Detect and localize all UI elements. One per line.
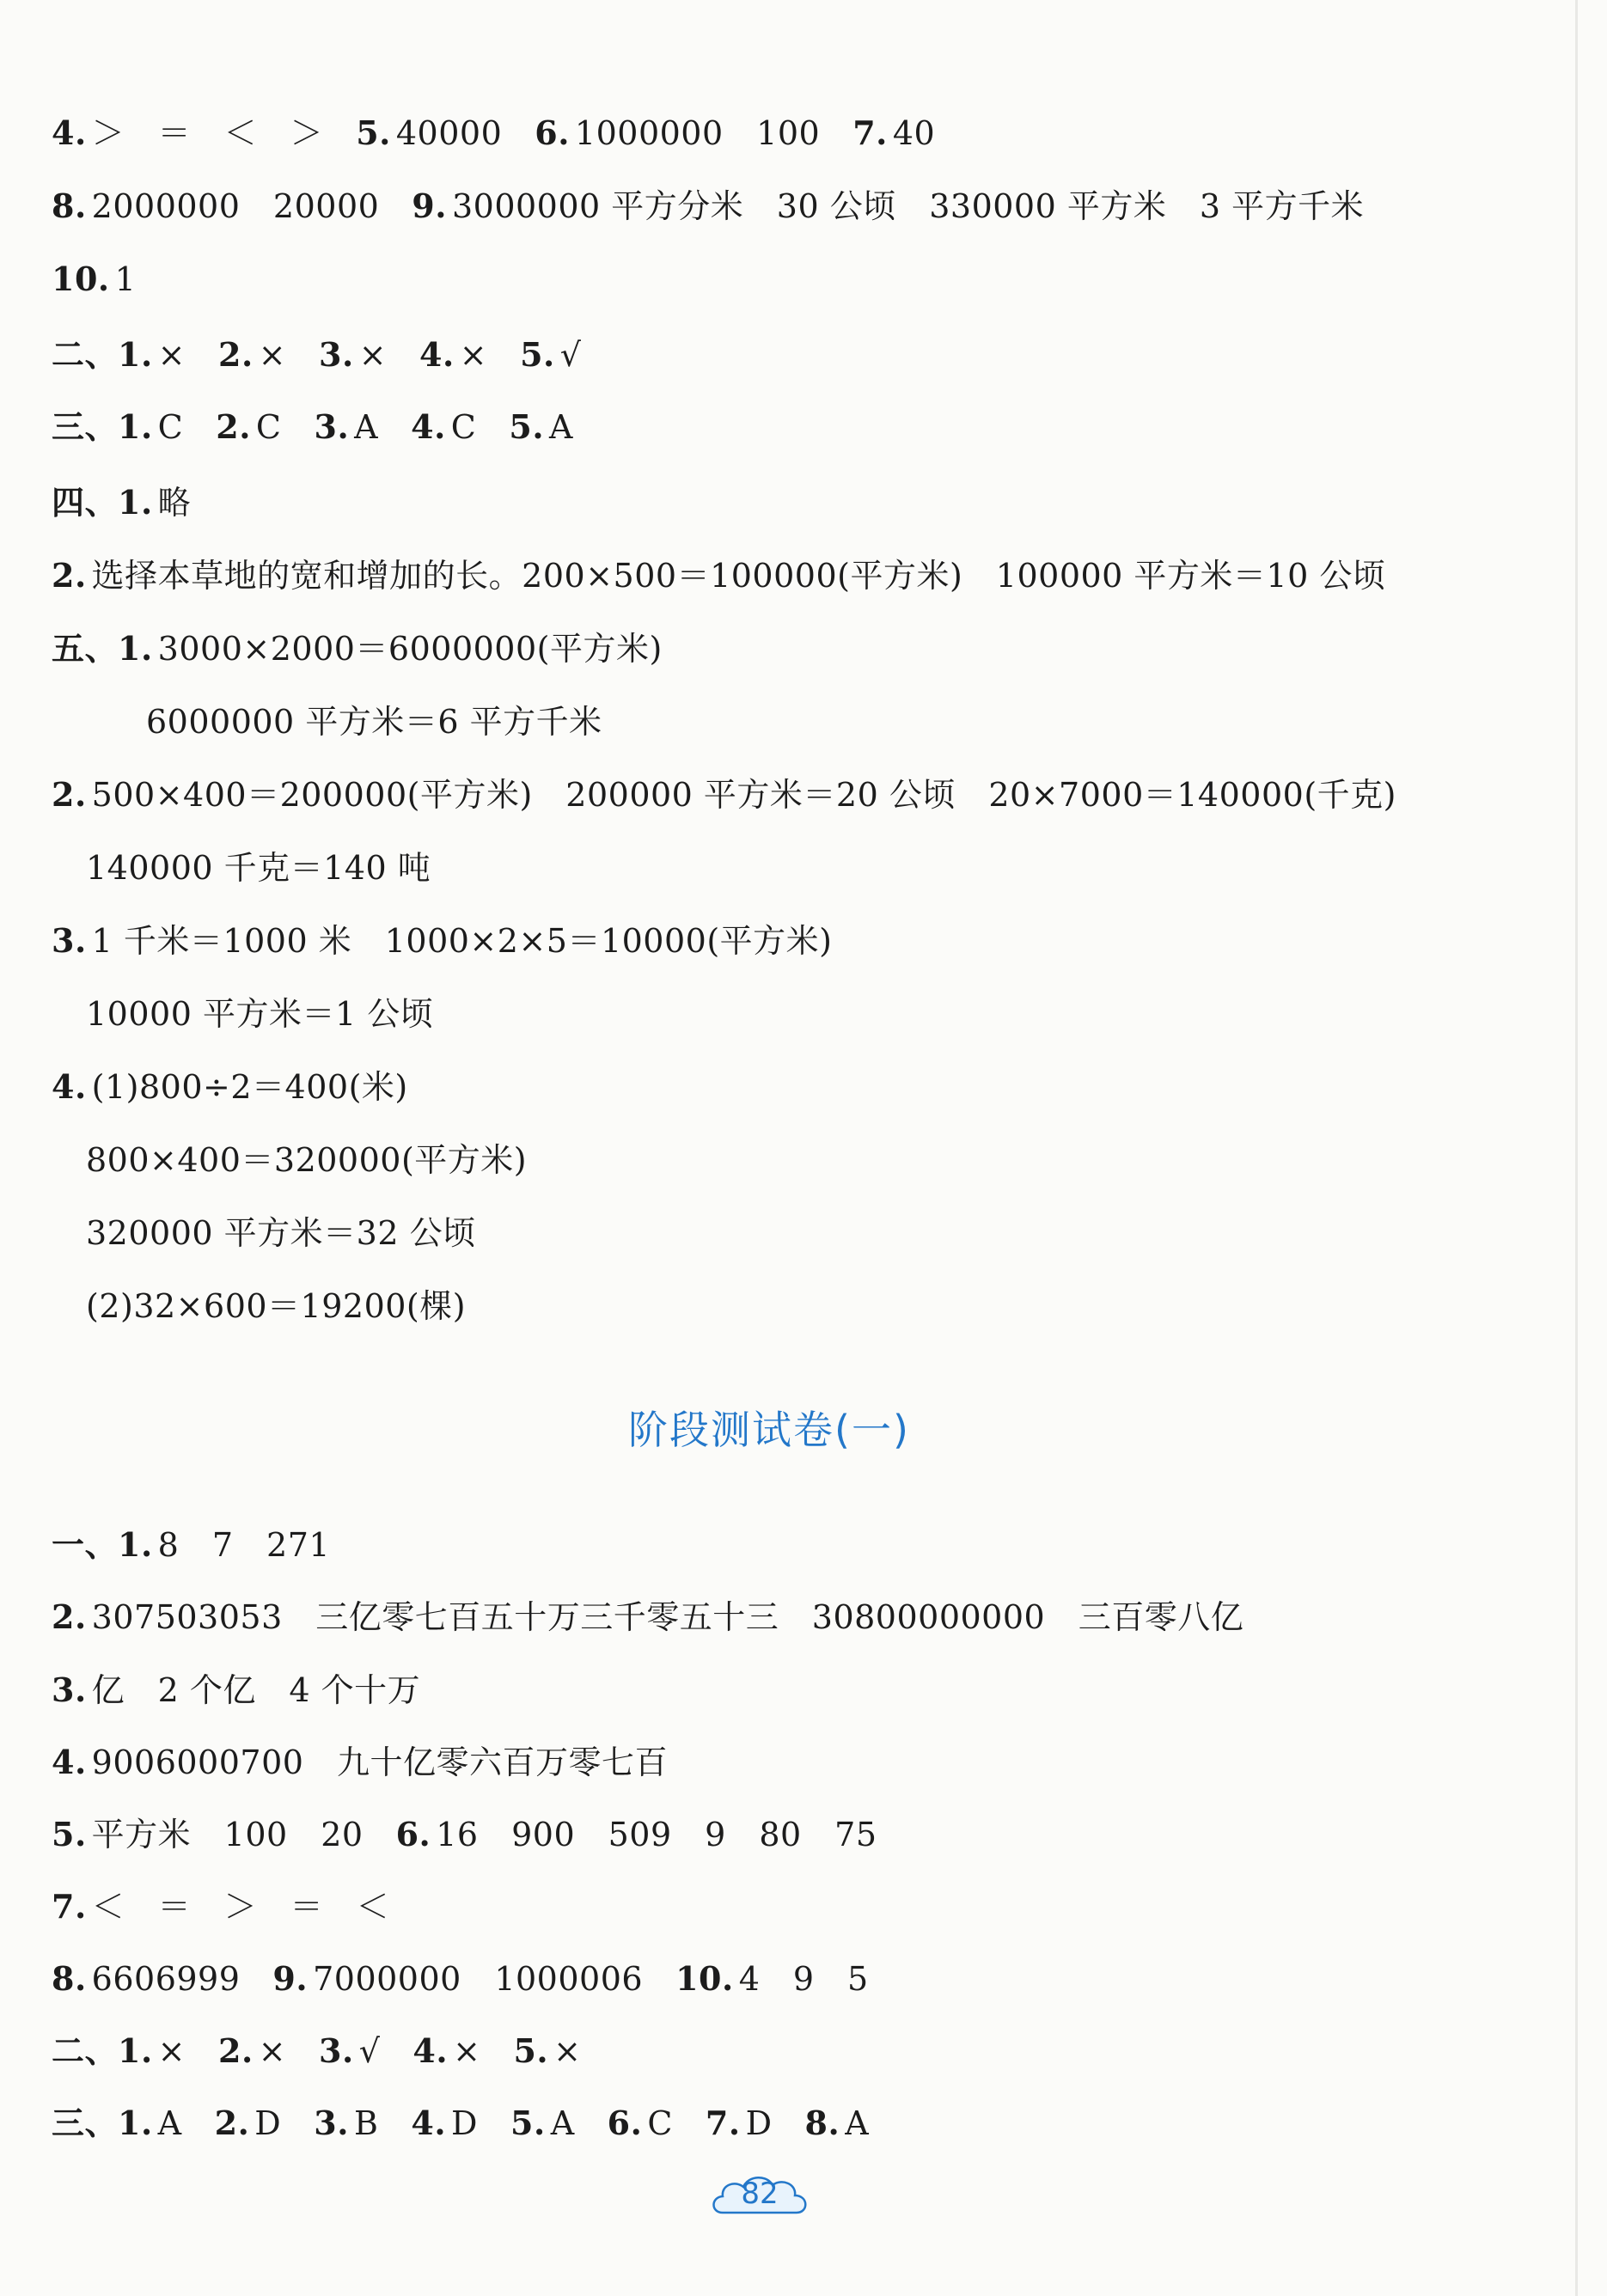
answer-line	[86, 1285, 498, 1328]
answer-line	[86, 1139, 559, 1182]
question-number: 9.	[412, 186, 447, 225]
answer-text: 1000000 100	[574, 114, 821, 152]
question-number: 五、1.	[52, 629, 153, 668]
answer-group	[52, 1596, 1243, 1639]
question-number: 2.	[218, 335, 254, 374]
answer-line	[52, 1885, 422, 1928]
answer-group	[706, 2102, 773, 2145]
question-number: 6.	[607, 2104, 643, 2142]
answer-text: 选择本草地的宽和增加的长。200×500＝100000(平方米) 100000 平方米＝10 公顷	[91, 557, 1386, 595]
question-number: 5.	[520, 335, 555, 374]
answer-group	[52, 185, 379, 228]
answer-line	[52, 333, 614, 376]
question-number: 6.	[535, 113, 570, 152]
answer-text: ×	[358, 336, 388, 374]
question-number: 7.	[52, 1887, 87, 1926]
answer-text: ×	[157, 336, 186, 374]
answer-line	[52, 554, 1418, 597]
question-number: 二、1.	[52, 2031, 153, 2070]
answer-line	[86, 846, 463, 889]
answer-text: 7000000 1000006	[313, 1960, 644, 1998]
answer-text: ×	[453, 2032, 481, 2070]
answer-group	[314, 2102, 378, 2145]
answer-group	[412, 185, 1364, 228]
answer-text: 平方米 100 20	[91, 1816, 364, 1853]
question-number: 3.	[52, 1670, 87, 1709]
question-number: 2.	[52, 1597, 87, 1636]
answer-text: A	[845, 2104, 870, 2142]
question-number: 6.	[395, 1815, 431, 1853]
answer-group	[218, 333, 286, 376]
answer-group	[319, 2030, 380, 2073]
answer-text: ＞ ＝ ＜ ＞	[91, 114, 324, 152]
answer-text: 3000×2000＝6000000(平方米)	[157, 630, 663, 668]
answer-group	[218, 2030, 286, 2073]
answer-group	[510, 2102, 575, 2145]
answer-text: C	[255, 408, 282, 446]
answer-text: ×	[258, 336, 287, 374]
answer-group	[509, 406, 573, 449]
answer-text: 1 千米＝1000 米 1000×2×5＝10000(平方米)	[91, 922, 833, 960]
question-number: 2.	[52, 775, 87, 814]
answer-line	[52, 406, 606, 449]
question-number: 2.	[214, 2104, 250, 2142]
answer-group	[315, 406, 379, 449]
answer-group	[520, 333, 581, 376]
question-number: 4.	[52, 113, 87, 152]
page-edge-rule	[1575, 0, 1578, 2296]
answer-line	[52, 1066, 441, 1108]
answer-group	[272, 1957, 643, 2000]
answer-text: D	[451, 2104, 479, 2142]
answer-text: A	[157, 2104, 182, 2142]
question-number: 2.	[52, 556, 87, 595]
answer-text: A	[354, 408, 379, 446]
section-title: 阶段测试卷(一)	[628, 1407, 910, 1453]
question-number: 4.	[52, 1743, 87, 1781]
answer-group	[608, 2102, 673, 2145]
answer-group	[52, 258, 136, 301]
answer-group	[52, 2030, 186, 2073]
answer-text: 4 9 5	[738, 1960, 869, 1998]
answer-text: 略	[157, 484, 192, 522]
answer-group	[86, 846, 431, 889]
answer-text: ×	[157, 2032, 186, 2070]
answer-group	[52, 1957, 240, 2000]
answer-text: D	[745, 2104, 773, 2142]
answer-group	[396, 1813, 877, 1856]
answer-text: ×	[553, 2032, 582, 2070]
question-number: 7.	[852, 113, 888, 152]
answer-line	[52, 1741, 700, 1784]
answer-line	[86, 992, 466, 1035]
answer-group	[52, 1524, 330, 1566]
answer-text: 2000000 20000	[91, 187, 380, 225]
question-number: 二、1.	[52, 335, 153, 374]
answer-text: ＜ ＝ ＞ ＝ ＜	[91, 1888, 390, 1926]
answer-text: 40000	[395, 114, 503, 152]
question-number: 8.	[52, 1959, 87, 1998]
answer-text: 307503053 三亿零七百五十万三千零五十三 30800000000 三百零八亿	[91, 1598, 1244, 1636]
answer-text: C	[157, 408, 184, 446]
answer-group	[86, 1139, 527, 1182]
question-number: 三、1.	[52, 2104, 153, 2142]
question-number: 三、1.	[52, 407, 153, 446]
answer-group	[675, 1957, 869, 2000]
answer-line	[52, 1524, 363, 1566]
question-number: 7.	[705, 2104, 741, 2142]
answer-group	[411, 406, 476, 449]
question-number: 4.	[52, 1067, 87, 1106]
answer-text: 9006000700 九十亿零六百万零七百	[91, 1743, 668, 1781]
question-number: 8.	[804, 2104, 840, 2142]
answer-line	[52, 1596, 1276, 1639]
question-number: 3.	[52, 921, 87, 960]
answer-line	[52, 1669, 453, 1712]
answer-group	[52, 1669, 420, 1712]
answer-text: ×	[459, 336, 488, 374]
answer-group	[52, 1813, 364, 1856]
page-number-badge	[707, 2170, 812, 2223]
answer-group	[356, 112, 502, 155]
answer-group	[52, 481, 191, 524]
answer-group	[412, 2030, 480, 2073]
answer-group	[52, 333, 186, 376]
answer-text: 40	[892, 114, 936, 152]
answer-text: √	[559, 336, 582, 374]
question-number: 5.	[510, 2104, 546, 2142]
question-number: 3.	[314, 407, 350, 446]
answer-text: C	[450, 408, 477, 446]
question-number: 3.	[319, 2031, 354, 2070]
answer-text: 320000 平方米＝32 公顷	[86, 1214, 476, 1252]
answer-line	[52, 919, 865, 962]
answer-group	[86, 1285, 466, 1328]
answer-line	[52, 185, 1396, 228]
answer-text: D	[254, 2104, 282, 2142]
question-number: 5.	[513, 2031, 549, 2070]
answer-line	[52, 627, 695, 670]
question-number: 2.	[218, 2031, 254, 2070]
answer-text: 6606999	[91, 1960, 241, 1998]
question-number: 四、1.	[52, 483, 153, 522]
answer-group	[52, 1885, 389, 1928]
answer-group	[852, 112, 935, 155]
answer-text: B	[353, 2104, 379, 2142]
answer-text: 140000 千克＝140 吨	[86, 849, 431, 887]
answer-group	[52, 1066, 408, 1108]
answer-line	[52, 2030, 614, 2073]
answer-text: (2)32×600＝19200(棵)	[86, 1287, 467, 1325]
question-number: 10.	[675, 1959, 734, 1998]
answer-group	[52, 2102, 182, 2145]
answer-text: A	[550, 2104, 575, 2142]
answer-text: 16 900 509 9 80 75	[436, 1816, 877, 1853]
answer-group	[86, 1212, 476, 1255]
question-number: 10.	[52, 260, 110, 298]
answer-group	[52, 773, 1396, 816]
answer-group	[513, 2030, 581, 2073]
answer-line	[52, 773, 1429, 816]
page-number: 82	[741, 2177, 779, 2211]
answer-text: √	[358, 2032, 381, 2070]
answer-line	[52, 112, 968, 155]
answer-group	[216, 406, 281, 449]
answer-group	[411, 2102, 478, 2145]
answer-line	[52, 258, 168, 301]
answer-line	[52, 481, 223, 524]
answer-group	[52, 406, 183, 449]
answer-group	[86, 992, 433, 1035]
question-number: 8.	[52, 186, 87, 225]
answer-line	[52, 1813, 910, 1856]
answer-text: A	[549, 408, 573, 446]
answer-group	[52, 112, 323, 155]
question-number: 一、1.	[52, 1525, 153, 1564]
answer-group	[535, 112, 820, 155]
answer-text: 10000 平方米＝1 公顷	[86, 995, 434, 1033]
answer-line	[86, 1212, 509, 1255]
answer-text: ×	[258, 2032, 287, 2070]
answer-line	[52, 2102, 901, 2145]
answer-line	[52, 1957, 901, 2000]
question-number: 4.	[411, 407, 446, 446]
answer-text: 800×400＝320000(平方米)	[86, 1141, 528, 1179]
answer-text: C	[647, 2104, 673, 2142]
answer-text: 3000000 平方分米 30 公顷 330000 平方米 3 平方千米	[451, 187, 1365, 225]
answer-group	[52, 554, 1385, 597]
question-number: 4.	[412, 2031, 449, 2070]
answer-text: 亿 2 个亿 4 个十万	[91, 1671, 421, 1709]
question-number: 3.	[314, 2104, 349, 2142]
answer-text: 6000000 平方米＝6 平方千米	[146, 703, 602, 741]
answer-text: 8 7 271	[157, 1526, 331, 1564]
answer-group	[319, 333, 387, 376]
answer-group	[215, 2102, 282, 2145]
answer-text: 500×400＝200000(平方米) 200000 平方米＝20 公顷 20×7000＝140000(千克)	[91, 776, 1396, 814]
question-number: 5.	[52, 1815, 87, 1853]
answer-text: (1)800÷2＝400(米)	[91, 1068, 408, 1106]
answer-group	[52, 919, 833, 962]
answer-group	[52, 627, 663, 670]
question-number: 9.	[272, 1959, 309, 1998]
question-number: 4.	[419, 335, 455, 374]
question-number: 3.	[319, 335, 354, 374]
question-number: 2.	[216, 407, 251, 446]
question-number: 5.	[509, 407, 545, 446]
answer-group	[146, 700, 602, 743]
answer-group	[52, 1741, 668, 1784]
answer-text: 1	[114, 260, 137, 298]
answer-line	[146, 700, 635, 743]
question-number: 4.	[411, 2104, 447, 2142]
answer-group	[419, 333, 487, 376]
answer-group	[805, 2102, 870, 2145]
question-number: 5.	[356, 113, 391, 152]
